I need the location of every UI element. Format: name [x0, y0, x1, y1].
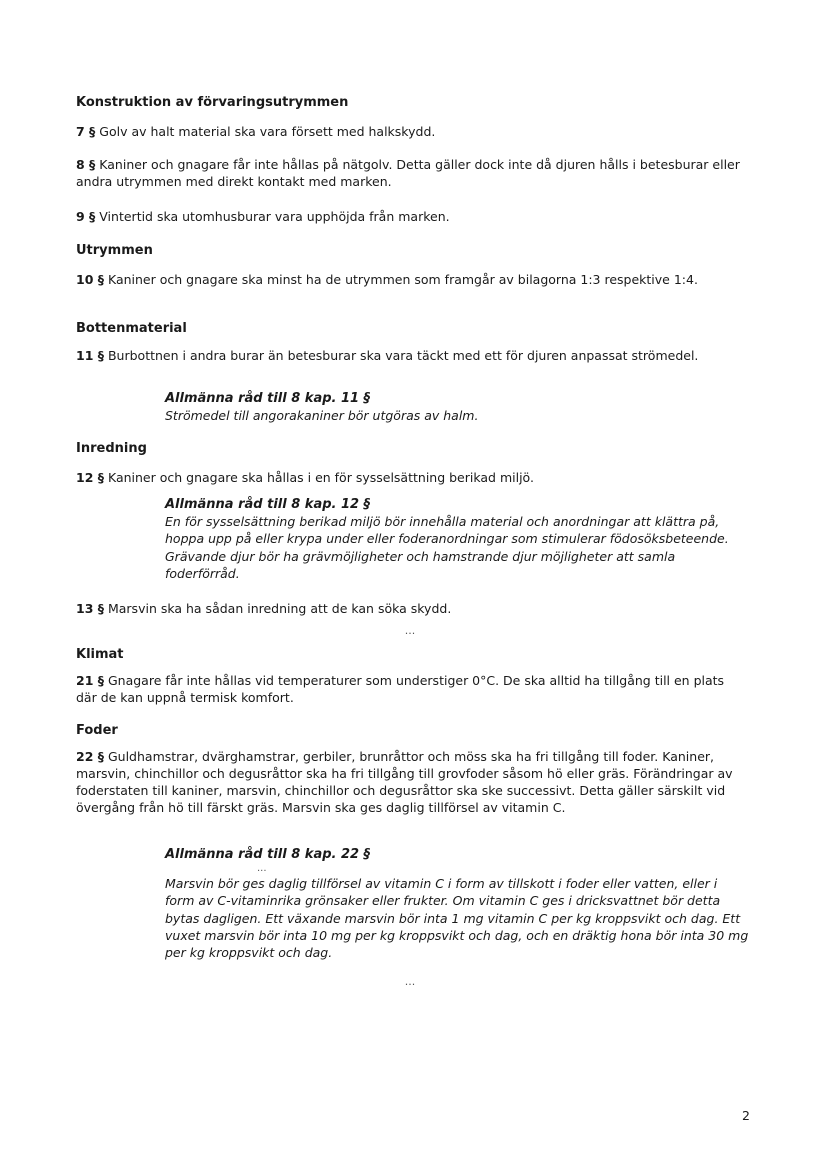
paragraph-text: Marsvin ska ha sådan inredning att de kan söka skydd. — [104, 601, 452, 616]
paragraph-text: Vintertid ska utomhusburar vara upphöjda från marken. — [95, 209, 450, 224]
paragraph-number: 13 § — [76, 601, 104, 616]
omission-ellipsis: ... — [257, 863, 267, 874]
paragraph-text: Golv av halt material ska vara försett med halkskydd. — [95, 124, 436, 139]
paragraph-number: 10 § — [76, 272, 104, 287]
paragraph-9 — [76, 208, 748, 225]
paragraph-text: Kaniner och gnagare får inte hållas på nätgolv. Detta gäller dock inte då djuren hålls i betesburar eller andra utrymmen med direkt kontakt med marken. — [76, 157, 740, 189]
advice-text: En för sysselsättning berikad miljö bör innehålla material och anordningar att klättra på, hoppa upp på eller krypa under eller foderanordningar som stimulerar födosöksbeteende. Grävande djur bör ha grävmöjligheter och hamstrande djur möjligheter att samla foderförråd. — [165, 514, 729, 581]
paragraph-text: Kaniner och gnagare ska minst ha de utrymmen som framgår av bilagorna 1:3 respektive 1:4. — [104, 272, 698, 287]
paragraph-number: 8 § — [76, 157, 96, 172]
advice-title: Allmänna råd till 8 kap. 11 § — [165, 391, 371, 406]
paragraph-number: 9 § — [76, 209, 96, 224]
omission-ellipsis: ... — [404, 975, 416, 988]
advice-title: Allmänna råd till 8 kap. 22 § — [165, 847, 371, 862]
paragraph-number: 11 § — [76, 348, 104, 363]
general-advice-12 — [165, 496, 750, 582]
paragraph-text: Gnagare får inte hållas vid temperaturer som understiger 0°C. De ska alltid ha tillgång till en plats där de kan uppnå termisk komfort. — [76, 673, 725, 705]
paragraph-10 — [76, 271, 748, 288]
paragraph-22 — [76, 748, 748, 816]
paragraph-8 — [76, 156, 748, 190]
advice-title: Allmänna råd till 8 kap. 12 § — [165, 497, 371, 512]
paragraph-13 — [76, 600, 748, 617]
paragraph-text: Burbottnen i andra burar än betesburar ska vara täckt med ett för djuren anpassat strömedel. — [104, 348, 699, 363]
heading-foder: Foder — [76, 723, 118, 738]
paragraph-text: Kaniner och gnagare ska hållas i en för sysselsättning berikad miljö. — [104, 470, 534, 485]
heading-klimat: Klimat — [76, 647, 124, 662]
heading-konstruktion: Konstruktion av förvaringsutrymmen — [76, 95, 349, 110]
paragraph-12 — [76, 469, 748, 486]
paragraph-7 — [76, 123, 748, 140]
paragraph-number: 12 § — [76, 470, 104, 485]
omission-ellipsis: ... — [404, 624, 416, 637]
paragraph-number: 21 § — [76, 673, 104, 688]
heading-bottenmaterial: Bottenmaterial — [76, 321, 187, 336]
paragraph-number: 7 § — [76, 124, 96, 139]
advice-text: Marsvin bör ges daglig tillförsel av vitamin C i form av tillskott i foder eller vatten, eller i form av C-vitaminrika grönsaker eller frukter. Om vitamin C ges i dricksvattnet bör detta bytas dagligen. Ett växande marsvin bör inta 1 mg vitamin C per kg kroppsvikt och dag. Ett vuxet marsvin bör inta 10 mg per kg kroppsvikt och dag, och en dräktig hona bör inta 30 mg per kg kroppsvikt och dag. — [165, 876, 749, 961]
paragraph-11 — [76, 347, 748, 364]
paragraph-text: Guldhamstrar, dvärghamstrar, gerbiler, brunråttor och möss ska ha fri tillgång till foder. Kaniner, marsvin, chinchillor och degusråttor ska ha fri tillgång till grovfoder såsom hö eller gräs. Förändringar av foderstaten till kaniner, marsvin, chinchillor och degusråttor ska ske successivt. Detta gäller särskilt vid övergång från hö till färskt gräs. Marsvin ska ges daglig tillförsel av vitamin C. — [76, 749, 733, 815]
page-number: 2 — [742, 1108, 750, 1123]
general-advice-11 — [165, 390, 750, 424]
paragraph-21 — [76, 672, 748, 706]
heading-utrymmen: Utrymmen — [76, 243, 153, 258]
general-advice-22 — [165, 846, 750, 961]
paragraph-number: 22 § — [76, 749, 104, 764]
advice-text: Strömedel till angorakaniner bör utgöras av halm. — [165, 408, 479, 423]
heading-inredning: Inredning — [76, 441, 147, 456]
